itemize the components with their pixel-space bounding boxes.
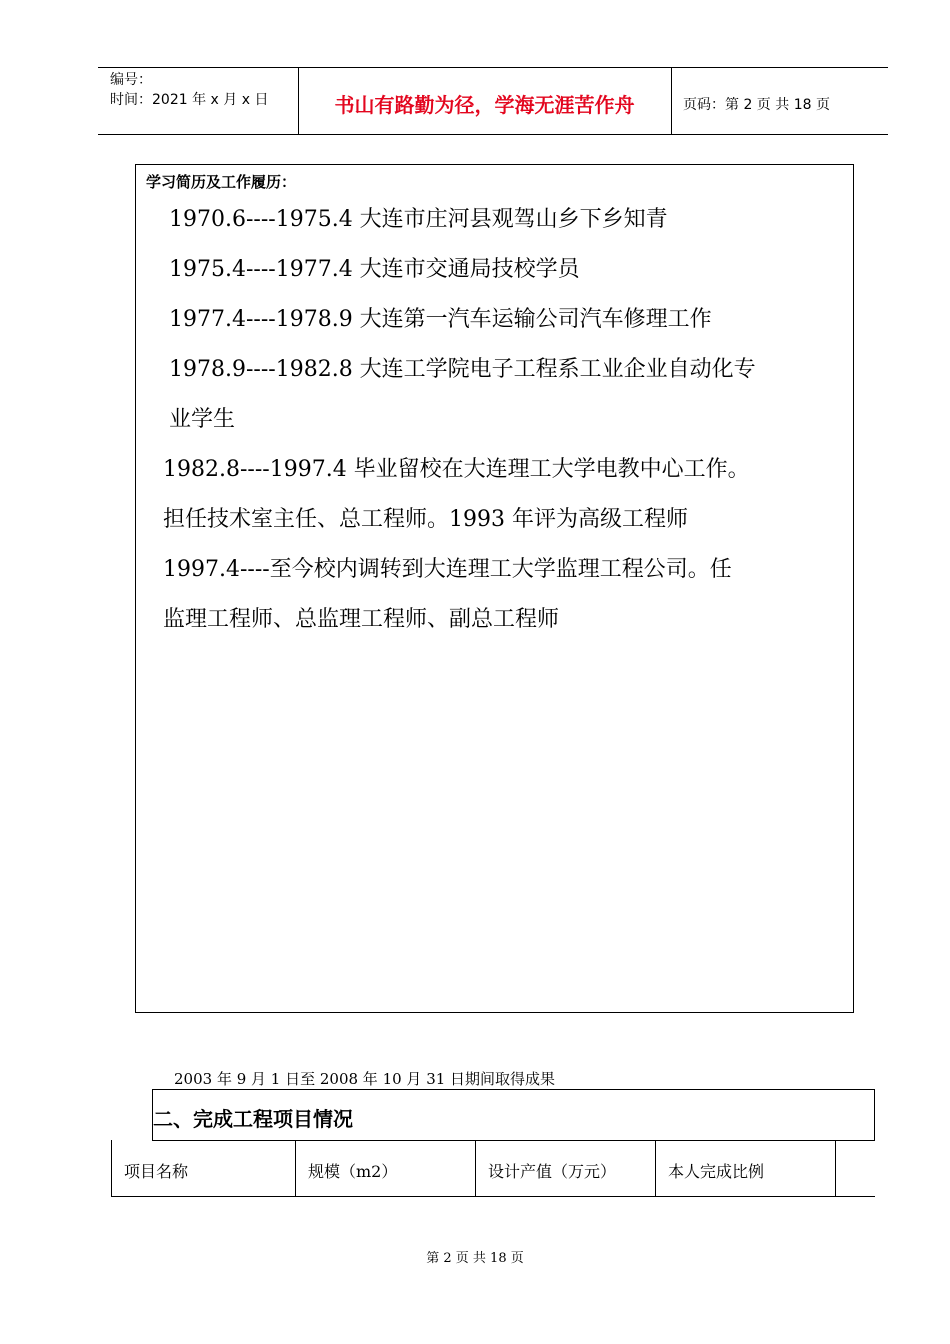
header-page-number: 页码：第 2 页 共 18 页 — [683, 97, 830, 113]
header-meta — [110, 70, 268, 110]
resume-line: 监理工程师、总监理工程师、副总工程师 — [163, 607, 560, 632]
header-top-rule — [98, 67, 888, 68]
header-divider-right — [671, 67, 672, 134]
resume-line: 1970.6----1975.4 大连市庄河县观驾山乡下乡知青 — [169, 207, 668, 232]
section-title: 二、完成工程项目情况 — [153, 1107, 353, 1131]
period-text: 2003 年 9 月 1 日至 2008 年 10 月 31 日期间取得成果 — [174, 1070, 556, 1088]
resume-line: 业学生 — [169, 407, 236, 432]
resume-box — [135, 164, 854, 1013]
header-motto: 书山有路勤为径，学海无涯苦作舟 — [334, 93, 635, 117]
page-footer: 第 2 页 共 18 页 — [426, 1251, 524, 1266]
resume-line: 1997.4----至今校内调转到大连理工大学监理工程公司。任 — [163, 557, 732, 582]
time-label: 时间：2021 年 x 月 x 日 — [110, 92, 269, 108]
resume-line: 1977.4----1978.9 大连第一汽车运输公司汽车修理工作 — [169, 307, 712, 332]
column-scale: 规模（m2） — [296, 1140, 476, 1196]
section-title-box — [152, 1089, 875, 1141]
header-bottom-rule — [98, 134, 888, 135]
resume-lines — [163, 195, 849, 645]
column-extra — [836, 1140, 876, 1196]
resume-line: 担任技术室主任、总工程师。1993 年评为高级工程师 — [163, 507, 688, 532]
resume-line: 1982.8----1997.4 毕业留校在大连理工大学电教中心工作。 — [163, 457, 750, 482]
resume-line: 1975.4----1977.4 大连市交通局技校学员 — [169, 257, 580, 282]
column-design-value: 设计产值（万元） — [476, 1140, 656, 1196]
resume-title: 学习简历及工作履历： — [146, 173, 297, 191]
project-table-header — [111, 1140, 875, 1197]
column-completion-ratio: 本人完成比例 — [656, 1140, 836, 1196]
column-project-name: 项目名称 — [112, 1140, 296, 1196]
resume-line: 1978.9----1982.8 大连工学院电子工程系工业企业自动化专 — [169, 357, 756, 382]
serial-label: 编号： — [110, 72, 152, 88]
